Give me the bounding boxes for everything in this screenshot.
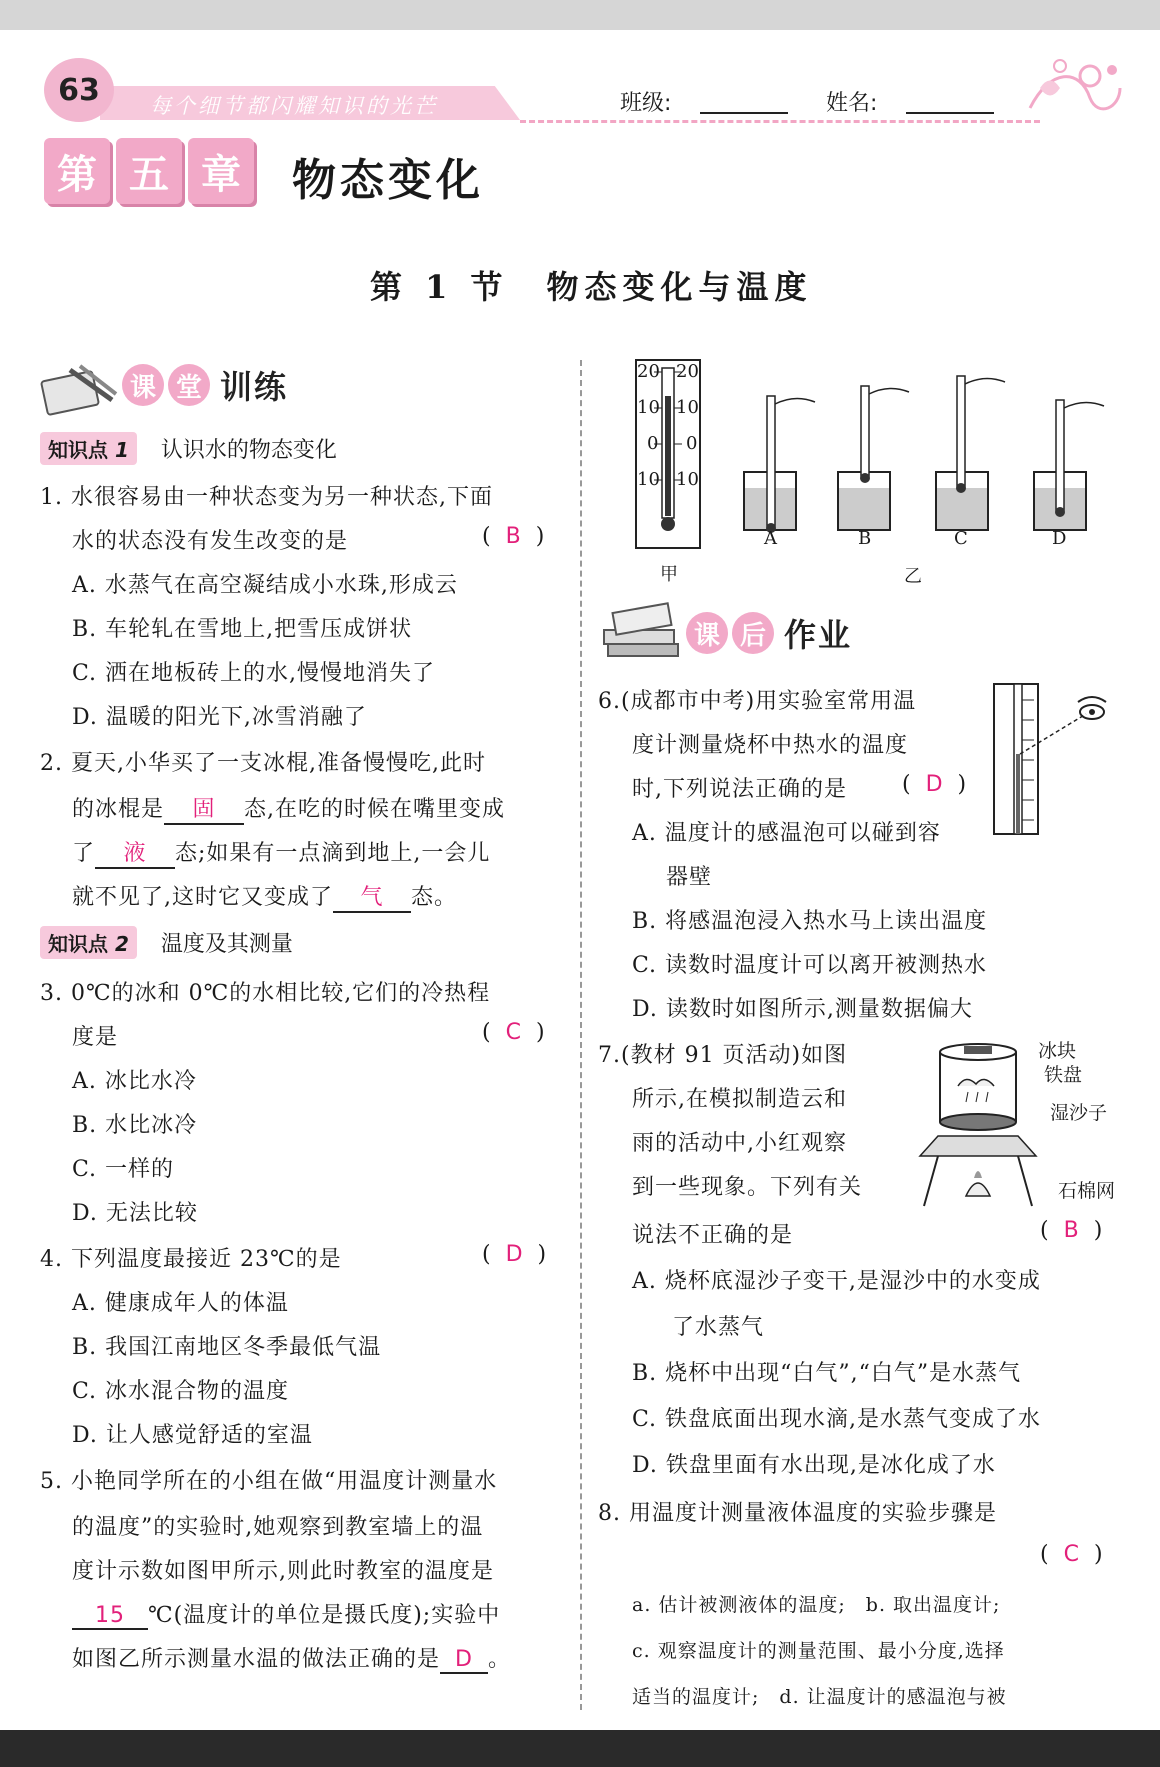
classwork-circle-1: 课 [122,364,164,406]
q1-option-b: B. 车轮轧在雪地上,把雪压成饼状 [72,617,413,642]
reading-thermometer-figure [988,680,1118,838]
q7-option-c: C. 铁盘底面出现水滴,是水蒸气变成了水 [632,1407,1042,1432]
q3-line-2: 度是 [72,1025,119,1050]
q2-blank-1: 固 [164,792,244,825]
beaker-d [1034,400,1104,530]
wall-thermometer [636,360,700,548]
chapter-char-1: 第 [44,138,110,204]
scale-0-left: 0 [647,433,659,454]
q4-line-1: 4. 下列温度最接近 23℃的是 [40,1247,342,1272]
scale-10-right: 10 [676,397,699,418]
q7-option-b: B. 烧杯中出现“白气”,“白气”是水蒸气 [632,1361,1022,1386]
books-icon [598,600,684,660]
chapter-title: 物态变化 [292,155,484,206]
q2-line-2a: 的冰棍是 [72,797,165,822]
q1-line-1: 1. 水很容易由一种状态变为另一种状态,下面 [40,485,493,510]
q6-line-2: 度计测量烧杯中热水的温度 [632,733,909,758]
q1-option-a: A. 水蒸气在高空凝结成小水珠,形成云 [72,573,458,598]
q8-answer-bracket: ( C ) [1040,1542,1104,1567]
q2-line-4b: 态。 [411,885,458,910]
q2-line-2b: 态,在吃的时候在嘴里变成 [244,797,506,822]
q3-answer-bracket: ( C ) [482,1020,546,1045]
q7-line-5: 说法不正确的是 [632,1223,794,1248]
beaker-b [838,386,909,530]
scale-10-left: 10 [637,397,660,418]
q2-blank-3: 气 [333,880,411,913]
q4-option-a: A. 健康成年人的体温 [72,1291,289,1316]
beaker-a [744,396,815,533]
q8-step-line-1: a. 估计被测液体的温度; b. 取出温度计; [632,1594,1001,1616]
q1-option-c: C. 洒在地板砖上的水,慢慢地消失了 [72,661,436,686]
page-number: 63 [44,58,114,122]
homework-heading-text: 作业 [784,616,853,654]
q7-answer-bracket: ( B ) [1040,1218,1104,1243]
q5-line-2: 的温度”的实验时,她观察到教室墙上的温 [72,1515,484,1540]
q7-line-2: 所示,在模拟制造云和 [632,1087,847,1112]
kp2-text: 温度及其测量 [160,931,293,957]
q4-option-b: B. 我国江南地区冬季最低气温 [72,1335,382,1360]
q6-option-b: B. 将感温泡浸入热水马上读出温度 [632,909,988,934]
q6-line-1: 6.(成都市中考)用实验室常用温 [598,689,917,714]
motto-text: 每个细节都闪耀知识的光芒 [150,94,438,118]
notebook-pen-icon [40,360,118,416]
class-field [700,112,788,114]
class-label: 班级: [620,91,672,116]
q5-line-1: 5. 小艳同学所在的小组在做“用温度计测量水 [40,1469,498,1494]
name-label: 姓名: [826,91,878,116]
scale-neg10-right: 10 [676,469,699,490]
q3-answer: C [505,1020,522,1045]
q8-step-line-2: c. 观察温度计的测量范围、最小分度,选择 [632,1640,1005,1662]
classwork-heading [122,364,288,406]
homework-circle-2: 后 [732,612,774,654]
q8-step-line-3: 适当的温度计; d. 让温度计的感温泡与被 [632,1686,1007,1708]
q2-line-4a: 就不见了,这时它又变成了 [72,885,333,910]
q2-line-3 [72,836,490,869]
q1-line-2: 水的状态没有发生改变的是 [72,529,349,554]
q5-line-4b: ℃(温度计的单位是摄氏度);实验中 [148,1603,501,1628]
beaker-c [936,376,1005,530]
thermometer-figure [632,356,1112,586]
q4-option-d: D. 让人感觉舒适的室温 [72,1423,313,1448]
q5-blank-1: 15 [72,1603,148,1630]
scale-20-left: 20 [637,361,660,382]
q7-option-a1: A. 烧杯底湿沙子变干,是湿沙中的水变成 [632,1269,1041,1294]
q7-answer: B [1063,1218,1080,1243]
q3-line-1: 3. 0℃的冰和 0℃的水相比较,它们的冷热程 [40,981,491,1006]
q3-option-a: A. 冰比水冷 [72,1069,197,1094]
q7-line-1: 7.(教材 91 页活动)如图 [598,1043,848,1068]
bottom-edge [0,1730,1160,1767]
q5-line-5a: 如图乙所示测量水温的做法正确的是 [72,1647,441,1672]
knowledge-point-1 [40,432,337,464]
homework-heading [686,612,852,654]
q1-option-d: D. 温暖的阳光下,冰雪消融了 [72,705,367,730]
name-field [906,112,994,114]
classwork-circle-2: 堂 [168,364,210,406]
q5-line-5 [72,1642,511,1674]
q2-blank-2: 液 [95,836,175,869]
beaker-label-d: D [1052,528,1067,549]
q4-answer: D [505,1242,524,1267]
q2-line-2 [72,792,505,825]
scale-0-right: 0 [686,433,698,454]
q3-option-d: D. 无法比较 [72,1201,198,1226]
q2-line-1: 2. 夏天,小华买了一支冰棍,准备慢慢吃,此时 [40,751,486,776]
q2-line-4 [72,880,457,913]
kp2-tag-text: 知识点 [48,931,108,956]
q7-line-4: 到一些现象。下列有关 [632,1175,863,1200]
q4-option-c: C. 冰水混合物的温度 [72,1379,290,1404]
figure-yi-label: 乙 [904,566,922,587]
q2-line-3a: 了 [72,841,96,866]
q5-blank-2: D [440,1647,488,1674]
label-net: 石棉网 [1058,1180,1116,1202]
scale-neg10-left: 10 [637,469,660,490]
q1-answer: B [505,524,522,549]
q4-answer-bracket: ( D ) [482,1242,548,1267]
beaker-label-c: C [954,528,968,549]
column-divider [580,360,582,1710]
q6-answer: D [925,772,944,797]
label-ice: 冰块 [1038,1040,1077,1062]
q6-option-a1: A. 温度计的感温泡可以碰到容 [632,821,941,846]
cloud-rain-apparatus-figure [918,1036,1058,1212]
knowledge-point-2 [40,926,293,958]
flower-ornament-icon [1020,48,1130,128]
homework-circle-1: 课 [686,612,728,654]
top-edge [0,0,1160,30]
label-plate: 铁盘 [1044,1064,1083,1086]
chapter-char-3: 章 [188,138,254,204]
q5-line-3: 度计示数如图甲所示,则此时教室的温度是 [72,1559,494,1584]
figure-jia-label: 甲 [660,564,678,585]
section-title: 第 1 节 物态变化与温度 [370,268,813,306]
kp2-num: 2 [114,931,129,956]
label-sand: 湿沙子 [1050,1102,1108,1124]
q3-option-c: C. 一样的 [72,1157,175,1182]
header-dashed-line [520,120,1040,123]
q6-line-3: 时,下列说法正确的是 [632,777,847,802]
scale-20-right: 20 [676,361,699,382]
kp1-text: 认识水的物态变化 [160,437,337,463]
kp2-tag [40,926,137,959]
q1-answer-bracket: ( B ) [482,524,546,549]
q6-option-d: D. 读数时如图所示,测量数据偏大 [632,997,973,1022]
q2-line-3b: 态;如果有一点滴到地上,一会儿 [175,841,491,866]
q8-answer: C [1063,1542,1080,1567]
q5-line-5b: 。 [488,1647,512,1672]
q7-option-a2: 了水蒸气 [672,1315,765,1340]
q6-answer-bracket: ( D ) [902,772,968,797]
beaker-label-a: A [764,528,777,549]
kp1-tag-text: 知识点 [48,437,108,462]
beaker-label-b: B [858,528,872,549]
q7-line-3: 雨的活动中,小红观察 [632,1131,847,1156]
q7-option-d: D. 铁盘里面有水出现,是冰化成了水 [632,1453,996,1478]
q8-line-1: 8. 用温度计测量液体温度的实验步骤是 [598,1501,997,1526]
kp1-tag [40,432,137,465]
kp1-num: 1 [114,437,129,462]
q3-option-b: B. 水比冰冷 [72,1113,198,1138]
q5-line-4 [72,1598,500,1630]
classwork-heading-text: 训练 [220,368,289,406]
q6-option-a2: 器壁 [666,865,713,890]
chapter-char-2: 五 [116,138,182,204]
q6-option-c: C. 读数时温度计可以离开被测热水 [632,953,988,978]
